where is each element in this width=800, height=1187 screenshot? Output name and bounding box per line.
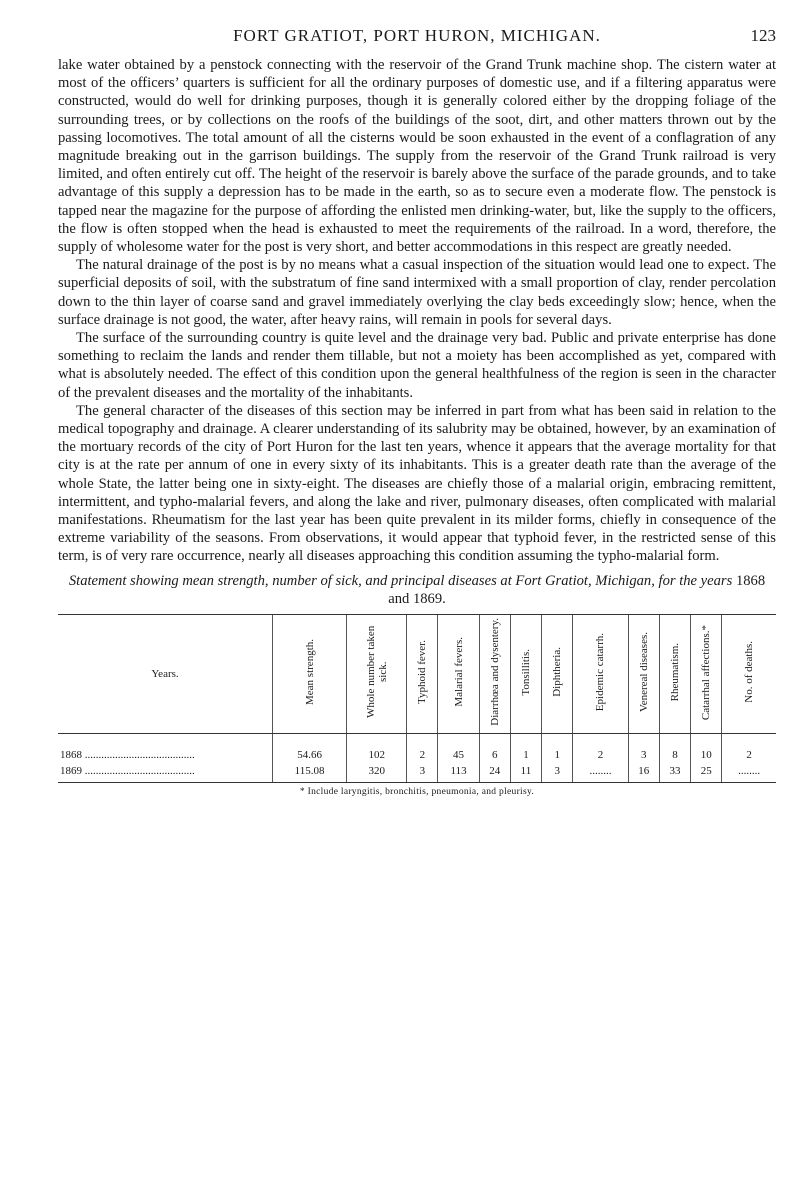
- table-cell: 320: [347, 763, 407, 783]
- paragraph-water-supply: lake water obtained by a penstock connecting with the reservoir of the Grand Trunk machine shop. The cistern water at most of the officers’ quarters is sufficient for all the ordinary purposes of domestic use, and if a filtering apparatus were constructed, would do well for drinking purposes, though it is generally colored either by the dropping foliage of the surrounding trees, or by collections on the roofs of the buildings of the soot, dirt, and other matters thrown out by the passing locomotives. The total amount of all the cisterns would be soon exhausted in the event of a conflagration of any magnitude breaking out in the garrison buildings. The supply from the reservoir of the Grand Trunk railroad is very limited, and often entirely cut off. The height of the reservoir is barely above the surface of the parade grounds, and to take advantage of this supply a depression has to be made in the earth, so as to secure even a moderate flow. The penstock is tapped near the magazine for the purpose of affording the enlisted men drinking-water, but, like the supply to the officers, the flow is often stopped when the head is exhausted to meet the requirements of the railroad. In a word, therefore, the supply of wholesome water for the post is very short, and better accommodations in this respect are greatly needed.: [58, 57, 776, 256]
- column-header-malarial-fevers: Malarial fevers.: [438, 614, 479, 733]
- paragraph-diseases: The general character of the diseases of this section may be inferred in part from what has been said in relation to the medical topography and drainage. A clearer understanding of its salubrity may be obtained, however, by an examination of the mortuary records of the city of Port Huron for the last ten years, whence it appears that the average mortality for that city is at the rate per annum of one in every sixty of its inhabitants. This is a greater death rate than the average of the whole State, the latter being one in sixty-eight. The diseases are chiefly those of a malarial origin, embracing remittent, intermittent, and typho-malarial fevers, and along the lake and river, pulmonary diseases, often complicated with malarial manifestations. Rheumatism for the last year has been quite prevalent in its milder forms, chiefly in consequence of the extreme variability of the seasons. From observations, it would appear that typhoid fever, in the restricted sense of this term, is of very rare occurrence, nearly all diseases approaching this condition assuming the typho-malarial form.: [58, 402, 776, 565]
- table-cell: 3: [542, 763, 573, 783]
- running-header: [58, 26, 776, 56]
- table-cell: ........: [722, 763, 776, 783]
- table-cell: 1868 ........................................: [60, 748, 195, 761]
- column-header-deaths: No. of deaths.: [722, 614, 776, 733]
- table-cell: 3: [407, 763, 438, 783]
- table-caption-text: Statement showing mean strength, number of sick, and principal diseases at Fort Gratiot, Michigan, for the years: [68, 572, 733, 589]
- statistics-table: [58, 614, 776, 783]
- table-cell: 24: [479, 763, 510, 783]
- table-cell: 45: [438, 733, 479, 763]
- column-header-typhoid-fever: Typhoid fever.: [407, 614, 438, 733]
- table-caption-years: 1868 and 1869.: [388, 572, 766, 607]
- table-header-row: [58, 614, 776, 733]
- table-row: [58, 733, 776, 763]
- table-cell: 2: [407, 733, 438, 763]
- table-cell: 2: [722, 733, 776, 763]
- column-header-tonsillitis: Tonsillitis.: [510, 614, 541, 733]
- table-cell: ........: [573, 763, 628, 783]
- table-footnote: * Include laryngitis, bronchitis, pneumonia, and pleurisy.: [299, 786, 535, 797]
- table-cell: 16: [628, 763, 659, 783]
- column-header-mean-strength: Mean strength.: [273, 614, 347, 733]
- column-header-rheumatism: Rheumatism.: [659, 614, 690, 733]
- column-header-years: Years.: [58, 614, 273, 733]
- body-text: [58, 56, 776, 566]
- table-cell: 2: [573, 733, 628, 763]
- running-title: FORT GRATIOT, PORT HURON, MICHIGAN.: [233, 26, 601, 45]
- paragraph-surrounding-country: The surface of the surrounding country is quite level and the drainage very bad. Public and private enterprise has done something to reclaim the lands and render them tillable, but not a moiety has been accomplished as yet, compared with what is absolutely needed. The effect of this condition upon the general healthfulness of the region is seen in the character of the prevalent diseases and the mortality of the inhabitants.: [58, 330, 776, 401]
- column-header-whole-number-sick: Whole number taken sick.: [347, 614, 407, 733]
- table-cell: 8: [659, 733, 690, 763]
- table-row: [58, 763, 776, 783]
- column-header-venereal-diseases: Venereal diseases.: [628, 614, 659, 733]
- page-number: 123: [750, 26, 776, 45]
- table-cell: 113: [438, 763, 479, 783]
- table-cell: 1: [542, 733, 573, 763]
- table-caption: [58, 572, 776, 608]
- table-cell: 1869 ........................................: [58, 763, 273, 783]
- column-header-epidemic-catarrh: Epidemic catarrh.: [573, 614, 628, 733]
- column-header-diarrhoea-dysentery: Diarrhœa and dysentery.: [479, 614, 510, 733]
- table-cell: 115.08: [273, 763, 347, 783]
- table-cell: 33: [659, 763, 690, 783]
- table-cell: 3: [628, 733, 659, 763]
- document-page: [58, 26, 776, 797]
- table-cell: 11: [510, 763, 541, 783]
- table-cell: 102: [347, 733, 407, 763]
- column-header-diphtheria: Diphtheria.: [542, 614, 573, 733]
- table-cell: 6: [479, 733, 510, 763]
- table-cell: 10: [691, 733, 722, 763]
- table-cell: 1: [510, 733, 541, 763]
- table-cell: 54.66: [273, 733, 347, 763]
- table-cell: 25: [691, 763, 722, 783]
- column-header-catarrhal-affections: Catarrhal affections.*: [691, 614, 722, 733]
- paragraph-drainage: The natural drainage of the post is by no means what a casual inspection of the situation would lead one to expect. The superficial deposits of soil, with the substratum of fine sand intermixed with a small proportion of clay, render percolation down to the thin layer of coarse sand and gravel immediately overlying the clay beds exceedingly slow; hence, when the surface drainage is not good, the water, after heavy rains, will remain in pools for several days.: [58, 257, 776, 328]
